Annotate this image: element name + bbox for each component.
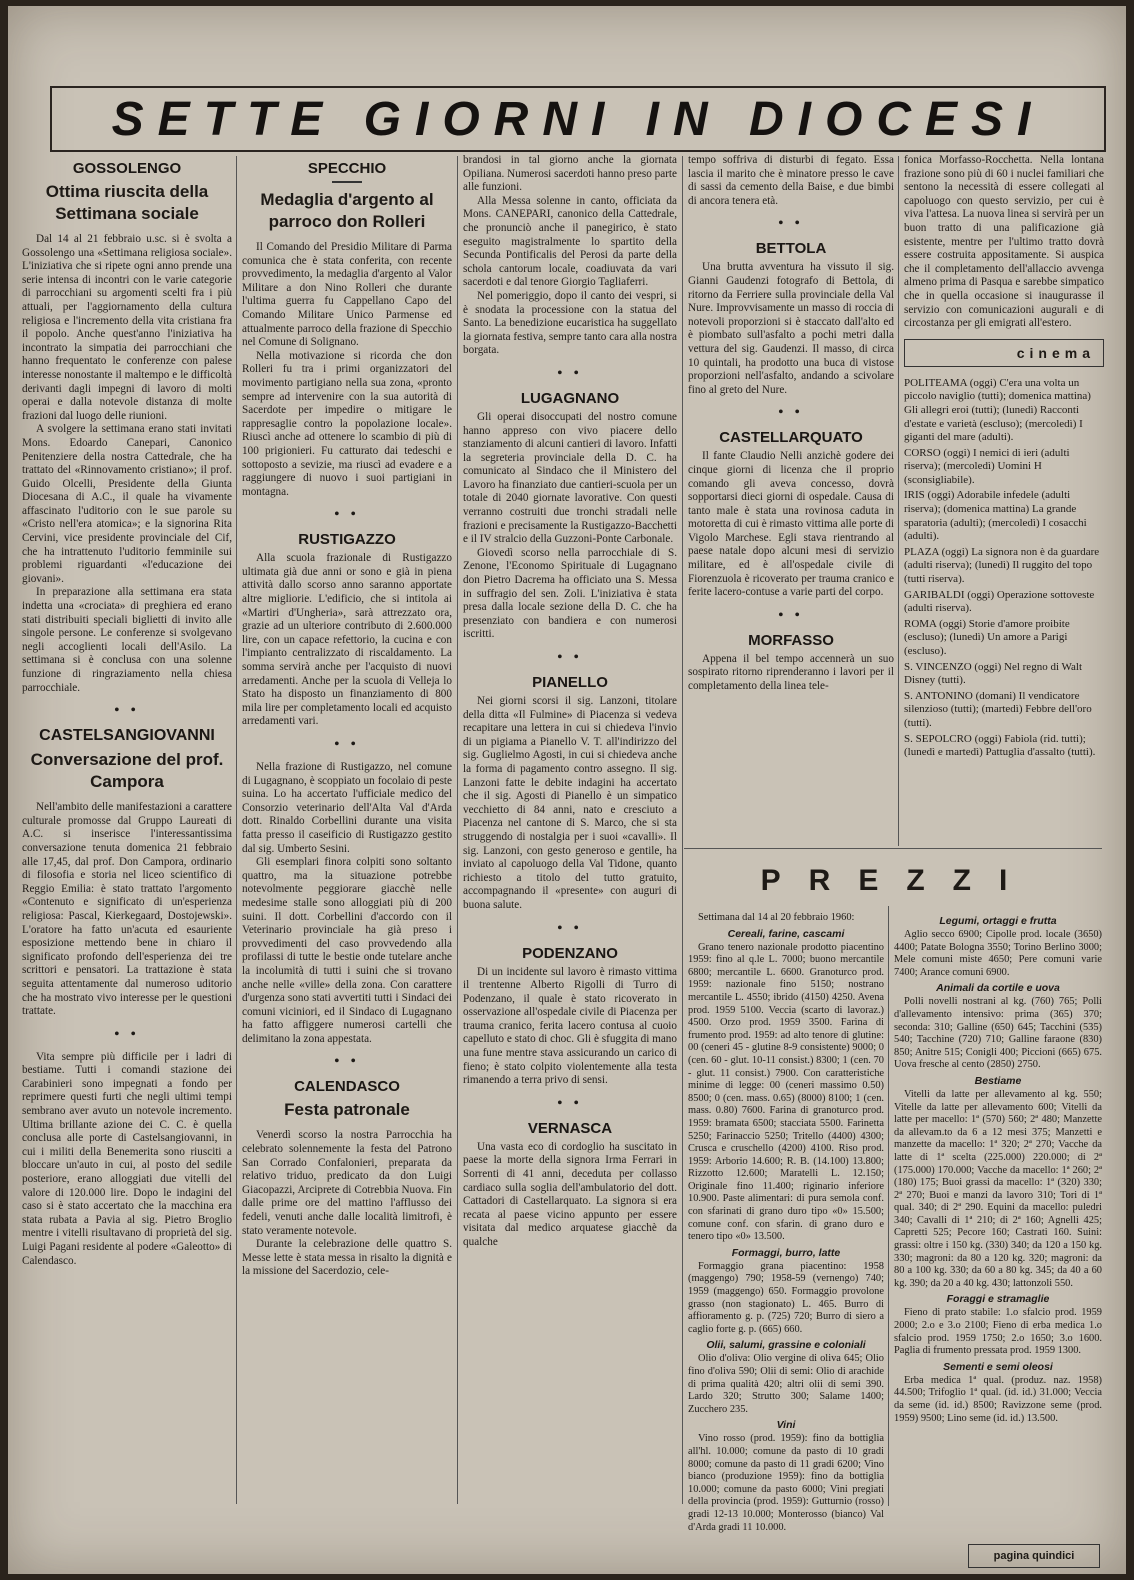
column-rule xyxy=(888,906,889,1506)
headline-conversazione: Conversazione del prof. Campora xyxy=(30,750,224,792)
place-pianello: PIANELLO xyxy=(532,674,608,691)
underline xyxy=(332,181,362,183)
article-text: Nel pomeriggio, dopo il canto dei vespri, si è snodata la processione con la statua del Santo. La benedizione eucaristica ha suggellato la giornata festiva, sempre tanto cara alla nostra borgata. xyxy=(463,289,677,357)
article-text: Una vasta eco di cordoglio ha suscitato in paese la morte della signora Irma Ferrari in Sorrenti di 41 anni, deceduta per collasso cardiaco sulla soglia dell'ambulatorio del dott. Cattadori di Castellarquato. La signora si era recata al paese vicino appunto per essere visitata dal medico arquatese giacchè da qualche xyxy=(463,1140,677,1248)
prezzi-text: Vitelli da latte per allevamento al kg. 550; Vitelle da latte per allevamento 600; Vitelli da latte per macello: 1ª (570) 560; 2ª 480; Manzette da allevam.to da 6 a 12 mesi 375; Manzetti e manzette da macello: 1ª 320; 2ª 270; Vacche da latte di 1ª scelta (225.000) 220.000; di 2ª (175.000) 170.000; Vacche da macello: 1ª 260; 2ª (180) 175; Buoi grassi da macello: 1ª (320) 330; 2ª 270; Buoi e manzi da lavoro 310; Tori di 1ª qual. 340; di 2ª 290. Equini da macello: puledri 340; Cavalli di 1ª 210; di 2ª 160; Agnelli 425; Capretti 525; Pecore 160; Castrati 160. Suini: grassi: oltre i 150 kg. (330) 340; da 120 a 150 kg. 330; magroni: da 80 a 120 kg. 320; magroni: da 80 a 100 kg. 330; da 60 a 80 kg. 345; da 40 a 60 kg. 390; da 20 a 40 kg. 430; lattonzoli 550. xyxy=(894,1088,1102,1289)
separator-dots: • • xyxy=(114,1026,140,1042)
article-text: A svolgere la settimana erano stati invitati Mons. Edoardo Canepari, Canonico Penitenziere della nostra Cattedrale, che ha trattato del «Rinnovamento cristiano»; il prof. Guido Olcelli, Presidente della Giunta Diocesana di A.C., il quale ha vivamente affascinato l'uditorio con le sue parole su «Cristo nell'era atomica»; e la signorina Rita Cervini, vice presidente provinciale del Cif, che ha intrattenuto l'uditorio femminile sui problemi riguardanti «l'educazione dei giovani». xyxy=(22,423,232,585)
article-text: Durante la celebrazione delle quattro S. Messe lette è stata messa in risalto la dignità e la missione del Sacerdozio, cele- xyxy=(242,1238,452,1278)
article-text: Vita sempre più difficile per i ladri di bestiame. Tutti i comandi stazione dei Carabinieri sono impegnati a fondo per reprimere questi furti che negli ultimi tempi sembrano aver avuto un notevole incremento. Ultima brillante azione dei C. C. è quella conclusa alle porte di Castelsangiovanni, in cui i militi della Benemerita sono riusciti a bloccare un'auto in cui, al posto del sedile posteriore, erano alloggiati due vitelli del valore di 120.000 lire. Dopo le indagini del caso si è stato accertato che la macchina era stata rubata a Pavia al sig. Pietro Broglio mentre i vitelli risultavano di proprietà del sig. Luigi Pagani residente al podere «Galeotto» di Calendasco. xyxy=(22,1050,232,1267)
article-text: Alla Messa solenne in canto, officiata da Mons. CANEPARI, canonico della Cattedrale, che pronunciò anche il panegirico, è stato eseguito magistralmente lo spartito della Secunda Pontificalis del Perosi da parte della schola cantorum locale, coadiuvata da vari sacerdoti e dal tenore Giorgio Tagliaferri. xyxy=(463,194,677,289)
place-vernasca: VERNASCA xyxy=(527,1119,613,1137)
column-rule xyxy=(236,156,237,1504)
separator-dots: • • xyxy=(114,703,140,719)
article-text: Appena il bel tempo accennerà un suo sospirato ritorno riprenderanno i lavori per il completamento della linea tele- xyxy=(688,652,894,693)
article-text: Dal 14 al 21 febbraio u.sc. si è svolta a Gossolengo una «Settimana religiosa sociale». L'iniziativa che si ripete ogni anno prende una serie intensa di incontri con le varie categorie di parrocchiani su argomenti scelti fra i più attuali, per l'aggiornamento della cultura religiosa e l'incremento della vita cristiana fra il popolo. Anche quest'anno l'iniziativa ha incontrato la simpatia dei parrocchiani che hanno frequentato le conferenze con palese interesse nonostante il maltempo e le difficoltà derivanti dagli impegni di lavoro di molti operai e dalla notevole distanza di molte frazioni dal luogo delle riunioni. xyxy=(22,233,232,422)
headline-medaglia: Medaglia d'argento al parroco don Rolleri xyxy=(260,190,434,231)
article-text: Giovedì scorso nella parrocchiale di S. Zenone, l'Economo Spirituale di Lugagnano don Pietro Dacrema ha officiato una S. Messa in suffragio del sen. Zoli. L'iniziativa è stata presa dalla locale sezione della D. C. che ha presenziato con bandiera e con numerosi iscritti. xyxy=(463,546,677,641)
separator-dots: • • xyxy=(557,920,583,936)
article-text: Alla scuola frazionale di Rustigazzo ultimata già due anni or sono e già in piena attività dallo scorso anno saranno apportate altre migliorie. L'edificio, che si intitola ai «Martiri d'Ungheria», sarà attrezzato ora, grazie ad un ulteriore contributo di 2.600.000 lire, con un capace refettorio, la cucina e con l'impianto centralizzato di riscaldamento. La somma servirà anche per l'acquisto di nuovi arredamenti. Anche per la scuola di Velleja lo Stato ha disposto un finanziamento di 800 mila lire per completamento locali ed acquisto arredamenti vari. xyxy=(242,552,452,728)
article-text: Gli operai disoccupati del nostro comune hanno appreso con vivo piacere dello stanziamento di alcuni cantieri di lavoro. Infatti la segreteria provinciale della D. C. ha comunicato al Sindaco che il Ministero del Lavoro ha finanziato due cantieri-scuola per un totale di 2040 giornate lavorative. Con questi verranno costruiti due tronchi stradali nelle frazioni e precisamente la Rustigazzo-Bacchetti e il IV stralcio della Guzzoni-Ponte Carbonale. xyxy=(463,410,677,546)
page-number: pagina quindici xyxy=(968,1544,1100,1568)
headline-settimana: Ottima riuscita della Settimana sociale xyxy=(45,182,209,223)
masthead-box xyxy=(50,86,1106,152)
prezzi-text: Polli novelli nostrani al kg. (760) 765; Polli d'allevamento intensivo: prima (365) 370; seconda: 310; Galline (650) 645; Tacchini (535) 540; Tacchine (720) 710; Galline faraone (830) 850; Anitre 515; Conigli 400; Piccioni (665) 675. Uova fresche al cento (2850) 2750. xyxy=(894,996,1102,1071)
separator-dots: • • xyxy=(334,737,360,752)
column-rule xyxy=(682,156,683,1504)
separator-dots: • • xyxy=(557,365,583,381)
cinema-listing: CORSO (oggi) I nemici di ieri (adulti riserva); (mercoledì) Uomini H (sconsigliabile). xyxy=(904,446,1070,486)
prezzi-subhead: Bestiame xyxy=(974,1074,1022,1087)
cinema-listing: S. SEPOLCRO (oggi) Fabiola (rid. tutti); (lunedì e martedì) Pattuglia d'assalto (tutti). xyxy=(904,732,1096,759)
headline-festa: Festa patronale xyxy=(284,1100,410,1120)
prezzi-text: Formaggio grana piacentino: 1958 (maggengo) 790; 1958-59 (vernengo) 740; 1959 (maggengo) 650. Formaggio provolone grasso (non stagionato) L. 465. Burro di affioramento g. p. (725) 720; Burro di siero a caglio forte g. p. (665) 660. xyxy=(688,1260,884,1335)
separator-dots: • • xyxy=(778,607,804,623)
prezzi-column-1 xyxy=(688,912,884,1534)
cinema-listing: POLITEAMA (oggi) C'era una volta un piccolo naviglio (tutti); domenica mattina) Gli allegri eroi (tutti); (lunedì) Racconti d'estate e varietà (escluso); (mercoledì) I giganti del mare (adulti). xyxy=(904,376,1091,444)
article-text: tempo soffriva di disturbi di fegato. Essa lascia il marito che è minatore presso le cave di sassi da cemento della Baise, e due bimbi di ancora tenera età. xyxy=(688,154,894,207)
prezzi-subhead: Formaggi, burro, latte xyxy=(731,1246,841,1259)
prezzi-subhead: Animali da cortile e uova xyxy=(936,982,1060,995)
article-text: Una brutta avventura ha vissuto il sig. Gianni Gaudenzi fotografo di Bettola, di ritorno da Ferriere sulla provinciale della Val Nure. Improvvisamente un masso di roccia di notevoli proporzioni si è staccato dall'alto ed è piombato sull'asfalto a pochi metri dalla vettura del sig. Gaudenzi. Il masso, di circa 10 quintali, ha prodotto una buca di vistose proporzioni nell'asfalto, andando a scivolare fino al greto del Nure. xyxy=(688,261,894,396)
cinema-listing: PLAZA (oggi) La signora non è da guardare (adulti riserva); (lunedì) Il ruggito del topo (tutti riserva). xyxy=(904,545,1100,586)
article-text: Nei giorni scorsi il sig. Lanzoni, titolare della ditta «Il Fulmine» di Piacenza si vedeva recapitare una lettera in cui si chiedeva l'invio di un pigiama a Pianello V. T. all'indirizzo del sig. Guglielmo Agosti, in cui si chiedeva anche la forma di pagamento contro assegno. Il sig. Lanzoni fatte le debite indagini ha accertato che il sig. Agosti di Pianello è un simpatico vecchietto di 84 anni, nato e cresciuto a Piacenza nel cantone di S. Marco, che si sta struggendo di nostalgia per i suoi «cavalli». Il sig. Lanzoni, con gesto generoso e gentile, ha inviato al capoluogo della Val Tidone, quanto richiesto a titolo del tutto gratuito, accompagnando il «presente» con auguri di buona salute. xyxy=(463,695,677,911)
cinema-listing: GARIBALDI (oggi) Operazione sottoveste (adulti riserva). xyxy=(904,588,1095,615)
article-text: In preparazione alla settimana era stata indetta una «crociata» di preghiera ed erano stati distribuiti speciali biglietti di invito alle singole persone. Le conferenze si svolgevano negli accoglienti locali dell'Asilo. La settimana si è conclusa con una solenne funzione di ringraziamento nella chiesa parrocchiale. xyxy=(22,586,232,694)
column-5 xyxy=(904,154,1104,762)
prezzi-title: PREZZI xyxy=(760,864,1036,897)
prezzi-subhead: Vini xyxy=(776,1419,796,1432)
column-rule xyxy=(898,156,899,846)
prezzi-subhead: Legumi, ortaggi e frutta xyxy=(939,915,1057,927)
article-text: Il fante Claudio Nelli anzichè godere dei cinque giorni di licenza che il proprio comando gli aveva concesso, dovrà sopportarsi dieci giorni di ospedale. Causa di tanto male è stata una rovinosa caduta in motoretta di cui è rimasto vittima alle porte di Vigolo Marchese. Egli stava rientrando al paese natale dopo alcuni mesi di servizio militare, ed è all'ospedale civile di Fiorenzuola è ricoverato per trauma cranico e ferite lacero-contuse a varie parti del corpo. xyxy=(688,450,894,599)
column-1 xyxy=(22,154,232,1268)
prezzi-text: Fieno di prato stabile: 1.o sfalcio prod. 1959 2000; 2.o e 3.o 2100; Fieno di erba medica 1.o sfalcio prod. 1959 1750; 2.o 1650; 3.o 1600. Paglia di frumento pressata prod. 1959 1300. xyxy=(894,1307,1102,1357)
prezzi-text: Erba medica 1ª qual. (produz. naz. 1958) 44.500; Trifoglio 1ª qual. (id. id.) 31.000; Veccia da seme (id. id.) 8500; Ravizzone seme (prod. 1959) 9500; Lino seme (id. id.) 13.500. xyxy=(894,1374,1102,1424)
column-2 xyxy=(242,154,452,1279)
prezzi-text: Olio d'oliva: Olio vergine di oliva 645; Olio fino d'oliva 590; Olii di semi: Olio di arachide di prima qualità 420; altri olii di semi 390. Lardo 320; Strutto 300; Salame 1400; Zucchero 235. xyxy=(688,1353,884,1415)
place-morfasso: MORFASSO xyxy=(748,631,834,649)
page-title: SETTE GIORNI IN DIOCESI xyxy=(111,92,1045,146)
separator-dots: • • xyxy=(557,650,583,665)
separator-dots: • • xyxy=(334,1054,360,1070)
place-calendasco: CALENDASCO xyxy=(294,1078,400,1096)
place-gossolengo: GOSSOLENGO xyxy=(72,160,182,177)
prezzi-text: Vino rosso (prod. 1959): fino da bottiglia all'hl. 10.000; comune da pasto di 10 gradi 8000; comune da pasto di 11 gradi 6200; Vino bianco (produzione 1959): fino da bottiglia 10.000; comune da pasto 6000; Vini pregiati della provincia (prod. 1959): Gutturnio (rosso) gradi 12-13 10.000; Monterosso (bianco) Val d'Arda gradi 11 10.000. xyxy=(688,1433,884,1533)
prezzi-intro: Settimana dal 14 al 20 febbraio 1960: xyxy=(698,912,855,923)
article-text: Nella frazione di Rustigazzo, nel comune di Lugagnano, è scoppiato un focolaio di peste suina. Lo ha accertato l'ufficiale medico del Consorzio veterinario dell'Alta Val d'Arda dott. Rinaldo Corbellini durante una visita fatta presso il caseificio di Rustigazzo gestito dal sig. Umberto Sesini. xyxy=(242,761,452,855)
prezzi-column-2 xyxy=(894,912,1102,1425)
separator-dots: • • xyxy=(334,507,360,523)
cinema-listing: IRIS (oggi) Adorabile infedele (adulti riserva); (domenica mattina) La grande sparatoria (adulti); (mercoledì) I cosacchi (adulti). xyxy=(904,489,1087,543)
separator-dots: • • xyxy=(778,405,804,421)
place-bettola: BETTOLA xyxy=(755,240,827,258)
column-rule xyxy=(457,156,458,1504)
article-text: Di un incidente sul lavoro è rimasto vittima il trentenne Alberto Rigolli di Turro di Podenzano, il quale è stato ricoverato in osservazione all'ospedale civile di Piacenza per trauma cranico, ferita lacero contusa al cuoio capelluto e stato di choc. Gli è sfuggita di mano una fune mentre stava assicurando un carico di fieno; è stato colpito violentemente alla testa rimanendo a terra privo di sensi. xyxy=(463,965,677,1087)
place-rustigazzo: RUSTIGAZZO xyxy=(298,531,396,549)
article-text: brandosi in tal giorno anche la giornata Opiliana. Numerosi sacerdoti hanno preso parte alle funzioni. xyxy=(463,154,677,194)
place-castelsangiovanni: CASTELSANGIOVANNI xyxy=(39,727,215,745)
section-rule xyxy=(684,848,1102,849)
cinema-header: cinema xyxy=(904,339,1104,367)
cinema-listing: S. ANTONINO (domani) Il vendicatore silenzioso (tutti); (martedì) Febbre dell'oro (tutti). xyxy=(904,689,1092,729)
cinema-listing: S. VINCENZO (oggi) Nel regno di Walt Disney (tutti). xyxy=(904,660,1083,687)
prezzi-text: Aglio secco 6900; Cipolle prod. locale (3650) 4400; Patate Bologna 3550; Torino Berlino 3000; Mele comuni miste 4650; Pere comuni varie 7400; Arance comuni 6900. xyxy=(894,929,1102,978)
column-3 xyxy=(463,154,677,1250)
article-text: Venerdì scorso la nostra Parrocchia ha celebrato solennemente la festa del Patrono San Corrado Confalonieri, preparata da relativo triduo, predicato da don Luigi Giacopazzi, Arciprete di Cotrebbia Nuova. Fin dalle prime ore del mattino l'afflusso dei fedeli, venuti anche dalle località limitrofi, è stato veramente notevole. xyxy=(242,1129,452,1237)
prezzi-subhead: Cereali, farine, cascami xyxy=(727,927,845,940)
article-text: fonica Morfasso-Rocchetta. Nella lontana frazione sono più di 60 i nuclei familiari che sentono la necessità di essere collegati al capoluogo con questo servizio, per cui è viva l'attesa. La nuova linea si servirà per un buon tratto di una palificazione già esistente, mentre per l'ultimo tratto dovrà essere costruita appositamente. Si auspica che il completamento dell'allaccio avvenga almeno prima di Pasqua e sarebbe simpatico che in quella occasione si inaugurasse il servizio con comunicazioni augurali e di circostanza per gli emigrati all'estero. xyxy=(904,154,1104,330)
separator-dots: • • xyxy=(557,1095,583,1111)
prezzi-subhead: Olii, salumi, grassine e coloniali xyxy=(706,1339,866,1352)
article-text: Nell'ambito delle manifestazioni a carattere culturale promosse dal Gruppo Laureati di A.C. si inserisce l'interessantissima conversazione tenuta domenica 21 febbraio alle 17,45, dal prof. Don Campora, ordinario di filosofia e storia nel liceo scientifico di Reggio Emilia: è stato trattato l'argomento «Contenuto e significato di un'esperienza religiosa: Pascal, Kierkegaard, Dostojewski». L'oratore ha fatto un'acuta ed esauriente esposizione mettendo bene in chiaro il significato profondo dell'esperienza dei tre scrittori e pensatori. La trattazione è stata seguita attentamente dal numeroso uditorio che ha mostrato vivo interesse per le questioni trattate. xyxy=(22,801,232,1018)
article-text: Il Comando del Presidio Militare di Parma comunica che è stata conferita, con recente provvedimento, la medaglia d'argento al Valor Militare a don Nino Rolleri che durante l'ultima guerra fu Cappellano Capo del Comando Militare Unico Parmense ed attualmente parroco della frazione di Specchio nel Comune di Solignano. xyxy=(242,241,452,349)
prezzi-subhead: Foraggi e stramaglie xyxy=(946,1293,1050,1306)
article-text: Gli esemplari finora colpiti sono soltanto quattro, ma la situazione potrebbe notevolmente peggiorare giacchè nelle medesime stalle sono alloggiati più di 200 suini. Il dott. Corbellini d'accordo con il Veterinario provinciale ha già preso i provvedimenti del caso provvedendo alla profilassi di tutte le bestie onde tutelare anche la incolumità di tutti i suini che si trovano anche nelle «ville» della zona. Con carattere d'urgenza sono stati avvertiti tutti i Sindaci dei comuni viciniori, ed il Sindaco di Lugagnano ha fatto affiggere numerosi cartelli che delimitano la zona appestata. xyxy=(242,856,452,1045)
separator-dots: • • xyxy=(778,216,804,232)
cinema-listing: ROMA (oggi) Storie d'amore proibite (escluso); (lunedì) Un amore a Parigi (escluso). xyxy=(904,617,1070,657)
place-castellarquato: CASTELLARQUATO xyxy=(719,429,863,447)
article-text: Nella motivazione si ricorda che don Rolleri fu tra i primi organizzatori del movimento partigiano nella sua zona, «pronto sempre ad intervenire con la sua autorità di Sacerdote per impedire o mitigare le rappresaglie contro la popolazione locale». Riuscì anche ad ottenere lo scambio di più di 100 prigionieri. Fu catturato dai tedeschi e sottoposto a sevizie, ma riuscì ad evadere e a raggiungere di nuovo i suoi partigiani in montagna. xyxy=(242,349,452,498)
column-4 xyxy=(688,154,894,694)
newspaper-page xyxy=(8,6,1126,1574)
prezzi-text: Grano tenero nazionale prodotto piacentino 1959: fino al q.le L. 7000; buono mercantile 6800; mercantile L. 6600. Granoturco prod. 1959: nazionale fino 5150; nostrano mercantile L. 4550; ibrido (4150) 4250. Avena prod. 1959 5100. Veccia (scarto di lavoraz.) 4500. Orzo prod. 1959 3500. Farina di frumento prod. 1959: ad alto tenore di glutine: 00 (ceneri 45 - glutine 8-9 consistente) 9000; 0 (cen. 60 - glut. 10-11 consist.) 8300; 1 (cen. 70 - glut. 11 consist.) 7900. Con caratteristiche minime di legge: 00 (ceneri massimo 0.50) 8500; 0 (cen. mass. 0.65) (8000) 8100; 1 (cen. mass. 0.80) 7600. Farina di granoturco prod. 1959: bramata 6500; stacciata 5500. Farinetta 5250; Farinaccio 5250; Tritello (4400) 4300; Crusca e cruschello (4200) 4100. Riso prod. 1959: Arborio 14.600; R. B. (14.100) 13.800; Rizzotto 12.600; Maratelli L. 12.150; Originale fino 11.400; riginario inferiore 10.900. Paste alimentari: di pura semola conf. con sfarinati di grano duro tipo «0» 15.500; comune conf. con sfarin. di grano duro e tenero tipo «0» 13.500. xyxy=(688,941,884,1243)
place-podenzano: PODENZANO xyxy=(522,944,618,962)
prezzi-subhead: Sementi e semi oleosi xyxy=(943,1360,1053,1373)
place-lugagnano: LUGAGNANO xyxy=(520,389,620,407)
place-specchio: SPECCHIO xyxy=(307,160,387,177)
